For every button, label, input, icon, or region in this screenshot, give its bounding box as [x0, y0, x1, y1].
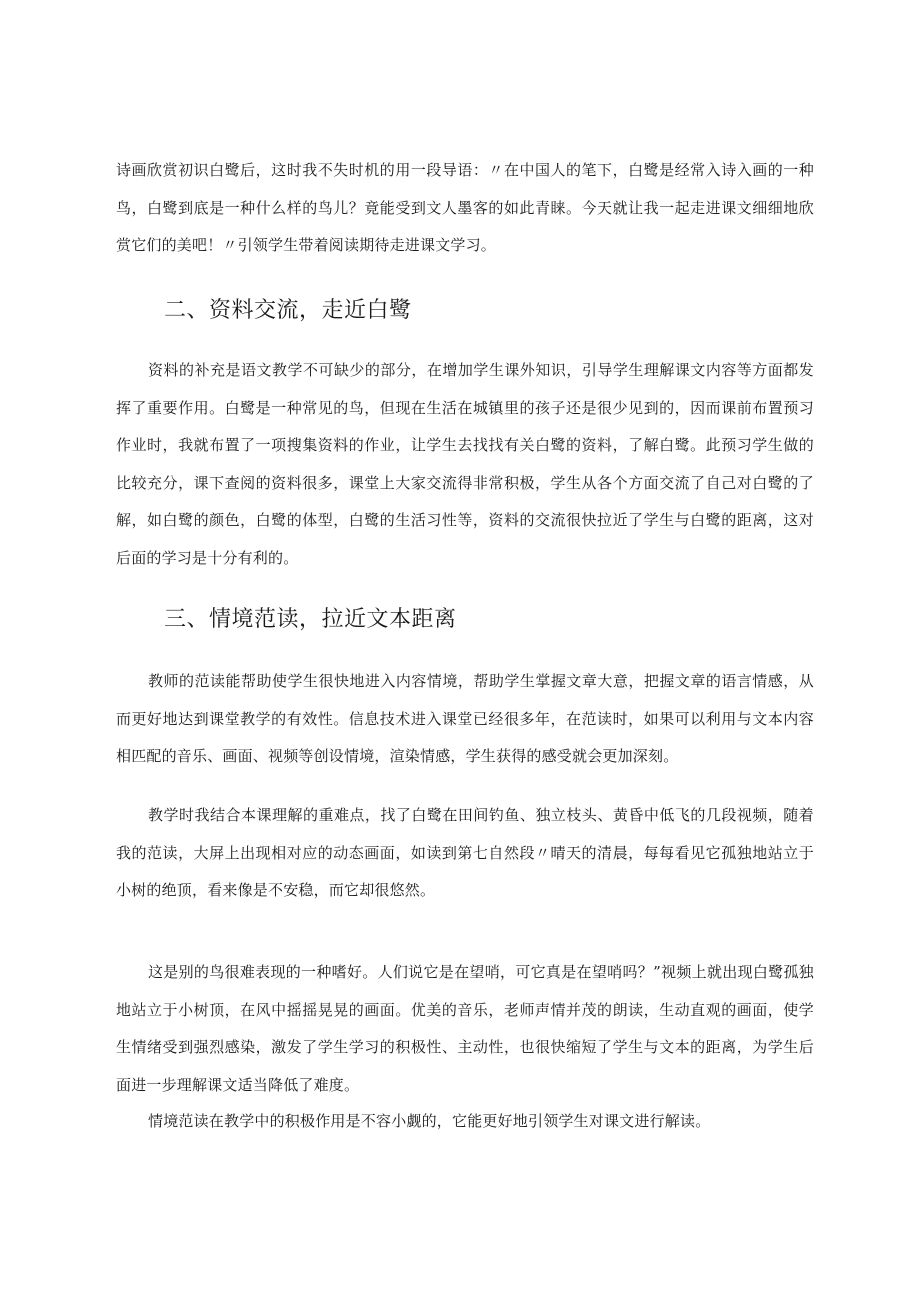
section-heading-2: 二、资料交流，走近白鹭 — [164, 298, 412, 323]
paragraph-reading-3: 这是别的鸟很难表现的一种嗜好。人们说它是在望哨，可它真是在望哨吗？”视频上就出现白鹭孤独地站立于小树顶，在风中摇摇晃晃的画面。优美的音乐，老师声情并茂的朗读，生动直观的画面，使学生情绪受到强烈感染，激发了学生学习的积极性、主动性，也很快缩短了学生与文本的距离，为学生后面进一步理解课文适当降低了难度。 — [116, 963, 814, 1094]
paragraph-reading-1: 教师的范读能帮助使学生很快地进入内容情境，帮助学生掌握文章大意，把握文章的语言情感，从而更好地达到课堂教学的有效性。信息技术进入课堂已经很多年，在范读时，如果可以利用与文本内容相匹配的音乐、画面、视频等创设情境，渲染情感，学生获得的感受就会更加深刻。 — [116, 672, 814, 765]
paragraph-materials: 资料的补充是语文教学不可缺少的部分，在增加学生课外知识，引导学生理解课文内容等方面都发挥了重要作用。白鹭是一种常见的鸟，但现在生活在城镇里的孩子还是很少见到的，因而课前布置预习作业时，我就布置了一项搜集资料的作业，让学生去找找有关白鹭的资料，了解白鹭。此预习学生做的比较充分，课下查阅的资料很多，课堂上大家交流得非常积极，学生从各个方面交流了自己对白鹭的了解，如白鹭的颜色，白鹭的体型，白鹭的生活习性等，资料的交流很快拉近了学生与白鹭的距离，这对后面的学习是十分有利的。 — [116, 361, 814, 567]
paragraph-intro: 诗画欣赏初识白鹭后，这时我不失时机的用一段导语：〃在中国人的笔下，白鹭是经常入诗入画的一种鸟，白鹭到底是一种什么样的鸟儿？竟能受到文人墨客的如此青睐。今天就让我一起走进课文细细地欣赏它们的美吧！〃引领学生带着阅读期待走进课文学习。 — [116, 161, 814, 254]
paragraph-reading-2: 教学时我结合本课理解的重难点，找了白鹭在田间钓鱼、独立枝头、黄昏中低飞的几段视频，随着我的范读，大屏上出现相对应的动态画面，如读到第七自然段〃晴天的清晨，每每看见它孤独地站立于小树的绝顶，看来像是不安稳，而它却很悠然。 — [116, 806, 814, 899]
section-heading-3: 三、情境范读，拉近文本距离 — [164, 607, 457, 632]
paragraph-reading-4: 情境范读在教学中的积极作用是不容小觑的，它能更好地引领学生对课文进行解读。 — [148, 1112, 711, 1130]
